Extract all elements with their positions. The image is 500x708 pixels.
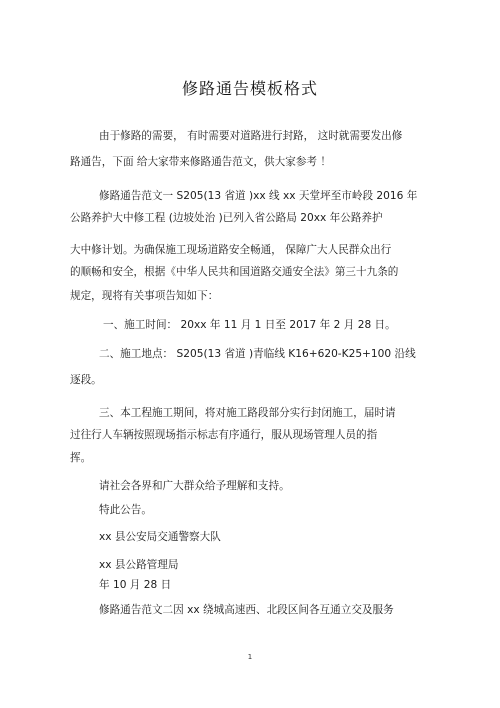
paragraph-line: 的顺畅和安全，根据《中华人民共和国道路交通安全法》第三十九条的 <box>70 266 399 278</box>
paragraph-line: 公路养护大中修工程 (边坡处治 )已列入省公路局 20xx 年公路养护 <box>70 212 383 224</box>
paragraph-line: 三、本工程施工期间，将对施工路段部分实行封闭施工，届时请 <box>99 407 396 419</box>
paragraph-line: 由于修路的需要， 有时需要对道路进行封路， 这时就需要发出修 <box>99 130 403 142</box>
document-title: 修路通告模板格式 <box>181 79 318 98</box>
paragraph-line: 请社会各界和广大群众给予理解和支持。 <box>99 480 290 492</box>
paragraph-line: 过往行人车辆按照现场指示标志有序通行，服从现场管理人员的指 <box>70 429 378 441</box>
paragraph-line: 逐段。 <box>70 374 102 386</box>
paragraph-line: 修路通告范文二因 xx 绕城高速西、北段区间各互通立交及服务 <box>99 604 394 616</box>
paragraph-line: 二、施工地点： S205(13 省道 )青临线 K16+620-K25+100 沿线 <box>99 348 416 360</box>
paragraph-line: 挥。 <box>70 452 92 464</box>
paragraph-line: 修路通告范文一 S205(13 省道 )xx 线 xx 天堂坪至市岭段 2016 年 <box>99 190 418 202</box>
page-number: 1 <box>247 653 253 661</box>
paragraph-line: 路通告，下面 给大家带来修路通告范文，供大家参考 ！ <box>70 156 331 168</box>
paragraph-line: 一、施工时间： 20xx 年 11 月 1 日至 2017 年 2 月 28 日。 <box>103 319 396 331</box>
paragraph-line: 特此公告。 <box>99 504 152 516</box>
paragraph-line: 年 10 月 28 日 <box>99 579 172 591</box>
paragraph-line: xx 县公安局交通警察大队 <box>99 531 221 543</box>
paragraph-line: 大中修计划。为确保施工现场道路安全畅通， 保障广大人民群众出行 <box>70 244 392 256</box>
paragraph-line: xx 县公路管理局 <box>99 559 179 571</box>
paragraph-line: 规定，现将有关事项告知如下： <box>70 290 219 302</box>
